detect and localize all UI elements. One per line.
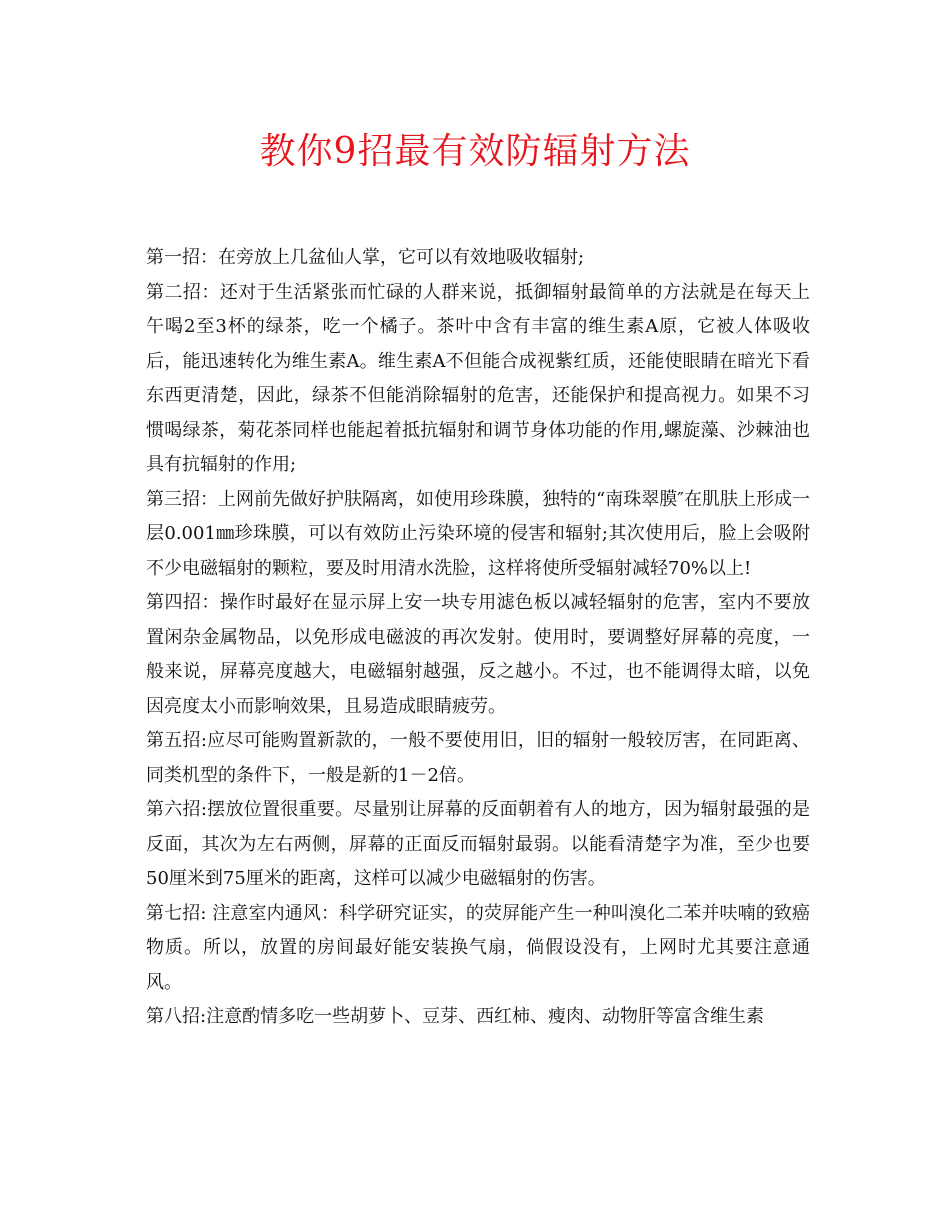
paragraph-tip-4: 第四招：操作时最好在显示屏上安一块专用滤色板以减轻辐射的危害，室内不要放置闲杂金属物品，以免形成电磁波的再次发射。使用时，要调整好屏幕的亮度，一般来说，屏幕亮度越大，电磁辐射越强，反之越小。不过，也不能调得太暗，以免因亮度太小而影响效果，且易造成眼睛疲劳。 <box>146 592 810 717</box>
paragraph-tip-6: 第六招:摆放位置很重要。尽量别让屏幕的反面朝着有人的地方，因为辐射最强的是反面，其次为左右两侧，屏幕的正面反而辐射最弱。以能看清楚字为准，至少也要50厘米到75厘米的距离，这样可以减少电磁辐射的伤害。 <box>146 799 810 889</box>
paragraph-tip-3: 第三招：上网前先做好护肤隔离，如使用珍珠膜，独特的“南珠翠膜″在肌肤上形成一层0.001㎜珍珠膜，可以有效防止污染环境的侵害和辐射;其次使用后，脸上会吸附不少电磁辐射的颗粒，要及时用清水洗脸，这样将使所受辐射减轻70%以上! <box>146 488 810 579</box>
paragraph-tip-5: 第五招:应尽可能购置新款的，一般不要使用旧，旧的辐射一般较厉害，在同距离、同类机型的条件下，一般是新的1－2倍。 <box>146 730 810 786</box>
paragraph-tip-2: 第二招：还对于生活紧张而忙碌的人群来说，抵御辐射最简单的方法就是在每天上午喝2至3杯的绿茶，吃一个橘子。茶叶中含有丰富的维生素A原，它被人体吸收后，能迅速转化为维生素A。维生素A不但能合成视紫红质，还能使眼睛在暗光下看东西更清楚，因此，绿茶不但能消除辐射的危害，还能保护和提高视力。如果不习惯喝绿茶，菊花茶同样也能起着抵抗辐射和调节身体功能的作用,螺旋藻、沙棘油也具有抗辐射的作用; <box>146 281 810 475</box>
paragraph-tip-1: 第一招：在旁放上几盆仙人掌，它可以有效地吸收辐射; <box>146 247 585 268</box>
paragraph-tip-7: 第七招: 注意室内通风：科学研究证实，的荧屏能产生一种叫溴化二苯并呋喃的致癌物质。所以，放置的房间最好能安装换气扇，倘假设没有，上网时尤其要注意通风。 <box>146 902 810 993</box>
document-title: 教你9招最有效防辐射方法 <box>259 131 691 172</box>
paragraph-tip-8: 第八招:注意酌情多吃一些胡萝卜、豆芽、西红柿、瘦肉、动物肝等富含维生素 <box>146 1006 765 1027</box>
document-body <box>146 241 810 1035</box>
